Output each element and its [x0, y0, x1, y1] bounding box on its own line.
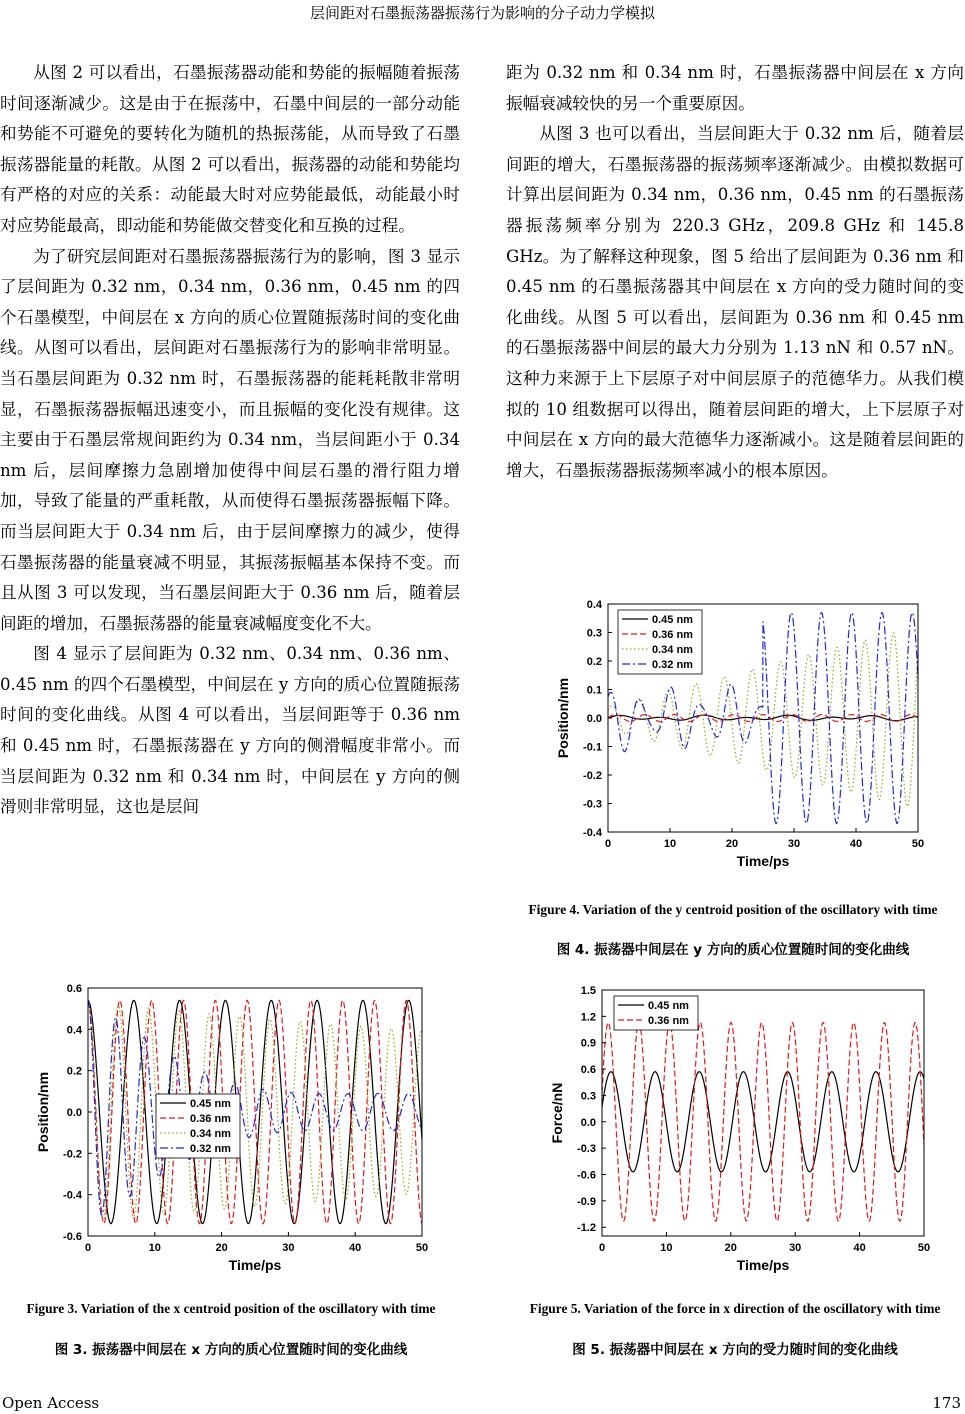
y-tick-label: 0.2	[66, 1065, 82, 1078]
x-tick-label: 30	[789, 1242, 802, 1254]
x-tick-label: 20	[724, 1242, 737, 1254]
figure-4-caption-cn: 图 4. 振荡器中间层在 y 方向的质心位置随时间的变化曲线	[556, 942, 910, 958]
x-tick-label: 0	[604, 838, 612, 850]
y-tick-label: -0.3	[577, 1143, 596, 1156]
y-tick-label: -0.3	[583, 798, 602, 811]
paragraph: 图 4 显示了层间距为 0.32 nm、0.34 nm、0.36 nm、0.45 nm 的四个石墨模型，中间层在 y 方向的质心位置随振荡时间的变化曲线。从图 4 可以看出，当层间距等于 0.36 nm 和 0.45 nm 时，石墨振荡器在 y 方向的侧滑幅度非常小。而当层间距为 0.32 nm 和 0.34 nm 时，中间层在 y 方向的侧滑则非常明显，这也是层间	[0, 644, 460, 817]
y-axis-label: Force/nN	[549, 1082, 565, 1144]
y-tick-label: 0.0	[580, 1116, 596, 1129]
x-tick-label: 20	[725, 838, 739, 850]
series-line-0-45-nm	[88, 1000, 422, 1223]
figure-4	[540, 596, 940, 886]
y-tick-label: -0.2	[63, 1148, 82, 1161]
figure-3-caption-cn: 图 3. 振荡器中间层在 x 方向的质心位置随时间的变化曲线	[54, 1342, 408, 1358]
y-tick-label: -0.6	[63, 1231, 82, 1243]
footer-page-number: 173	[932, 1394, 961, 1412]
x-tick-label: 10	[663, 838, 677, 850]
figure-5	[540, 984, 940, 1280]
x-tick-label: 10	[148, 1242, 161, 1254]
figure-3-chart	[30, 982, 440, 1282]
figure-4-caption-en: Figure 4. Variation of the y centroid position of the oscillatory with time	[528, 902, 938, 917]
y-tick-label: -0.6	[577, 1169, 596, 1182]
right-column	[506, 58, 964, 486]
y-tick-label: 1.2	[580, 1011, 596, 1024]
figure-3	[30, 982, 440, 1282]
x-tick-label: 40	[349, 1242, 362, 1254]
x-tick-label: 30	[282, 1242, 295, 1254]
plot-frame	[88, 988, 422, 1236]
x-tick-label: 0	[84, 1242, 92, 1254]
y-tick-label: 1.5	[580, 985, 596, 997]
y-tick-label: -1.2	[577, 1222, 596, 1235]
x-tick-label: 50	[917, 1242, 931, 1254]
legend-label: 0.34 nm	[652, 644, 693, 656]
x-tick-label: 40	[853, 1242, 866, 1254]
y-axis-label: Position/nm	[35, 1071, 51, 1153]
y-tick-label: -0.9	[577, 1195, 596, 1208]
legend-label: 0.45 nm	[652, 614, 693, 626]
x-axis-label: Time/ps	[736, 1257, 790, 1273]
y-tick-label: 0.4	[586, 599, 602, 611]
x-tick-label: 10	[660, 1242, 673, 1254]
figure-5-caption-cn: 图 5. 振荡器中间层在 x 方向的受力随时间的变化曲线	[572, 1342, 898, 1358]
x-tick-label: 20	[215, 1242, 228, 1254]
legend-label: 0.45 nm	[190, 1098, 231, 1110]
y-tick-label: -0.2	[583, 770, 602, 782]
x-tick-label: 50	[415, 1242, 429, 1254]
y-tick-label: -0.1	[583, 741, 602, 754]
y-tick-label: 0.0	[586, 713, 602, 725]
paragraph: 从图 3 也可以看出，当层间距大于 0.32 nm 后，随着层间距的增大，石墨振荡器的振荡频率逐渐减少。由模拟数据可计算出层间距为 0.34 nm，0.36 nm，0.45 nm 的石墨振荡器振荡频率分别为 220.3 GHz，209.8 GHz 和 145.8 GHz。为了解释这种现象，图 5 给出了层间距为 0.36 nm 和 0.45 nm 的石墨振荡器其中间层在 x 方向的受力随时间的变化曲线。从图 5 可以看出，层间距为 0.36 nm 和 0.45 nm 的石墨振荡器中间层的最大力分别为 1.13 nN 和 0.57 nN。这种力来源于上下层原子对中间层原子的范德华力。从我们模拟的 10 组数据可以得出，随着层间距的增大，上下层原子对中间层在 x 方向的最大范德华力逐渐减小。这是随着层间距的增大，石墨振荡器振荡频率减小的根本原因。	[506, 124, 964, 480]
series-line-0-36-nm	[602, 1023, 924, 1222]
y-tick-label: 0.4	[66, 1024, 82, 1037]
legend-label: 0.45 nm	[648, 1000, 689, 1012]
y-tick-label: -0.4	[63, 1189, 82, 1202]
x-axis-label: Time/ps	[228, 1257, 282, 1273]
y-tick-label: 0.2	[586, 656, 602, 668]
y-tick-label: -0.4	[583, 827, 602, 839]
legend-label: 0.32 nm	[190, 1143, 231, 1155]
y-tick-label: 0.6	[66, 983, 82, 995]
figure-5-caption-en: Figure 5. Variation of the force in x direction of the oscillatory with time	[529, 1301, 941, 1316]
legend-label: 0.36 nm	[652, 629, 693, 641]
x-tick-label: 30	[787, 838, 801, 850]
running-header: 层间距对石墨振荡器振荡行为影响的分子动力学模拟	[309, 4, 655, 22]
paragraph: 从图 2 可以看出，石墨振荡器动能和势能的振幅随着振荡时间逐渐减少。这是由于在振荡中，石墨中间层的一部分动能和势能不可避免的要转化为随机的热振荡能，从而导致了石墨振荡器能量的耗散。从图 2 可以看出，振荡器的动能和势能均有严格的对应的关系：动能最大时对应势能最低，动能最小时对应势能最高，即动能和势能做交替变化和互换的过程。	[0, 63, 460, 235]
y-axis-label: Position/nm	[555, 677, 571, 759]
y-tick-label: 0.3	[586, 627, 602, 640]
figure-5-chart	[540, 984, 940, 1280]
x-tick-label: 50	[911, 838, 925, 850]
paragraph: 距为 0.32 nm 和 0.34 nm 时，石墨振荡器中间层在 x 方向振幅衰减较快的另一个重要原因。	[506, 63, 964, 113]
series-line-0-45-nm	[602, 1072, 924, 1172]
legend-label: 0.32 nm	[652, 659, 693, 671]
left-column	[0, 58, 460, 823]
y-tick-label: 0.9	[580, 1037, 596, 1050]
y-tick-label: 0.6	[580, 1064, 596, 1077]
x-tick-label: 0	[598, 1242, 606, 1254]
x-axis-label: Time/ps	[736, 853, 790, 869]
y-tick-label: 0.0	[66, 1107, 82, 1119]
figure-3-caption-en: Figure 3. Variation of the x centroid position of the oscillatory with time	[26, 1301, 436, 1316]
legend-label: 0.36 nm	[648, 1015, 689, 1027]
y-tick-label: 0.1	[586, 684, 602, 697]
paragraph: 为了研究层间距对石墨振荡器振荡行为的影响，图 3 显示了层间距为 0.32 nm，0.34 nm，0.36 nm，0.45 nm 的四个石墨模型，中间层在 x 方向的质心位置随振荡时间的变化曲线。从图可以看出，层间距对石墨振荡行为的影响非常明显。当石墨层间距为 0.32 nm 时，石墨振荡器的能耗耗散非常明显，石墨振荡器振幅迅速变小，而且振幅的变化没有规律。这主要由于石墨层常规间距约为 0.34 nm，当层间距小于 0.34 nm 后，层间摩擦力急剧增加使得中间层石墨的滑行阻力增加，导致了能量的严重耗散，从而使得石墨振荡器振幅下降。而当层间距大于 0.34 nm 后，由于层间摩擦力的减少，使得石墨振荡器的能量衰减不明显，其振荡振幅基本保持不变。而且从图 3 可以发现，当石墨层间距大于 0.36 nm 后，随着层间距的增加，石墨振荡器的能量衰减幅度变化不大。	[0, 246, 460, 633]
legend-label: 0.36 nm	[190, 1113, 231, 1125]
footer-open-access: Open Access	[2, 1394, 100, 1412]
x-tick-label: 40	[849, 838, 863, 850]
legend-label: 0.34 nm	[190, 1128, 231, 1140]
y-tick-label: 0.3	[580, 1090, 596, 1103]
figure-4-chart	[540, 596, 940, 886]
series-line-0-36-nm	[88, 1000, 422, 1223]
